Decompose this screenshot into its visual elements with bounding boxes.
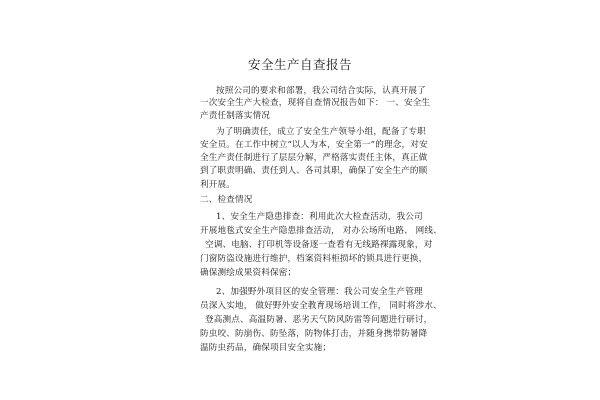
paragraph-line: 门窗防盗设施进行维护，档案资料柜损坏的锁具进行更换， (200, 254, 428, 264)
paragraph-line: 登高测点、高温防暑、恶劣天气防风防雷等问题进行研讨， (205, 315, 433, 325)
paragraph-line: 空调、电脑、打印机等设备逐一查看有无线路裸露现象，对 (205, 240, 433, 250)
paragraph-line: 防虫咬、防崩伤、防坠落，防物体打击，并随身携带防暑降 (200, 329, 428, 339)
paragraph-line: 开展地毯式安全生产隐患排查活动， 对办公场所电路、 网线、 (200, 226, 442, 236)
paragraph-line: 员深入实地， 做好野外安全教育现场培训工作， 同时将涉水、 (200, 301, 442, 311)
paragraph-line: 产责任制落实情况 (200, 111, 270, 121)
paragraph-line: 到了职责明确、责任到人、各司其职，确保了安全生产的顺 (200, 166, 428, 176)
paragraph-line: 按照公司的要求和部署，我公司结合实际，认真开展了 (216, 86, 426, 96)
paragraph-line: 全生产责任制进行了层层分解，严格落实责任主体，真正做 (200, 153, 428, 163)
paragraph-line: 安全员。在工作中树立“以人为本，安全第一”的理念，对安 (200, 140, 428, 150)
paragraph-line: 1、安全生产隐患排查：利用此次大检查活动，我公司 (216, 212, 423, 222)
paragraph-line: 2、加强野外项目区的安全管理：我公司安全生产管理 (216, 287, 423, 297)
section-heading: 二、检查情况 (200, 195, 253, 205)
paragraph-line: 为了明确责任，成立了安全生产领导小组，配备了专职 (216, 127, 426, 137)
paragraph-line: 确保测绘成果资料保密； (200, 268, 297, 278)
paragraph-line: 一次安全生产大检查，现将自查情况报告如下： 一、安全生 (200, 98, 431, 108)
paragraph-line: 温防虫药品，确保项目安全实施； (200, 343, 332, 353)
paragraph-line: 利开展。 (200, 180, 235, 190)
document-title: 安全生产自查报告 (247, 57, 352, 72)
